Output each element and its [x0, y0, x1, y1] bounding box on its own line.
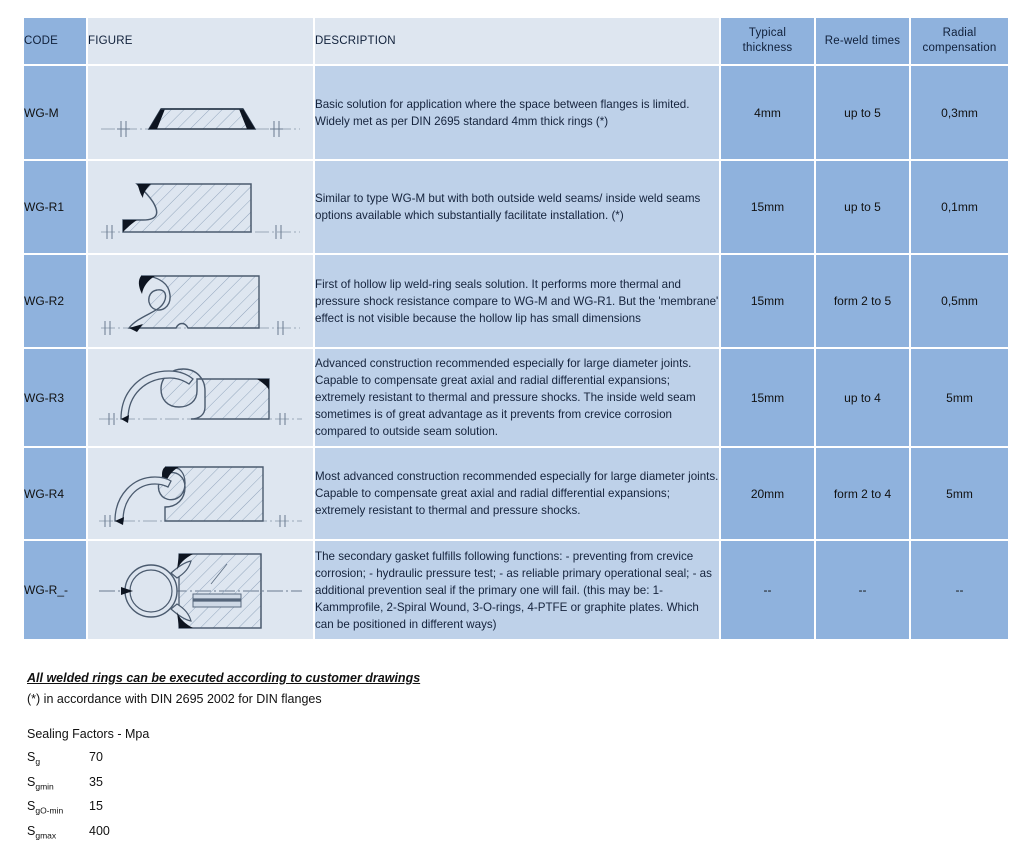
- row-code: WG-R2: [24, 255, 86, 347]
- row-figure: [88, 541, 313, 639]
- row-radial-compensation: 5mm: [911, 448, 1008, 539]
- header-radial-compensation-line2: compensation: [922, 42, 997, 54]
- row-description: Advanced construction recommended especially for large diameter joints. Capable to compensate great axial and radial differential expansions; extremely resistant to thermal and pressure shocks. The inside weld seam sometimes is of great advantage as it prevents from crevice corrosion compared to outside seam solution.: [315, 349, 719, 446]
- header-radial-compensation-line1: Radial: [942, 27, 977, 39]
- row-figure: [88, 161, 313, 253]
- row-radial-compensation: 5mm: [911, 349, 1008, 446]
- wg-r4-arc-lip-ring-drawing: [93, 453, 308, 535]
- sealing-factor-symbol: [27, 750, 89, 775]
- note-din-reference: (*) in accordance with DIN 2695 2002 for DIN flanges: [27, 692, 322, 706]
- row-radial-compensation: 0,3mm: [911, 66, 1008, 159]
- sealing-factor-symbol: [27, 799, 89, 824]
- table-row: [24, 161, 1008, 253]
- sealing-factor-row: [27, 775, 149, 800]
- sealing-factor-row: [27, 750, 149, 775]
- header-typical-thickness-line1: Typical: [748, 27, 787, 39]
- header-figure: FIGURE: [88, 18, 313, 64]
- sealing-factor-value: 70: [89, 750, 103, 764]
- row-figure: [88, 66, 313, 159]
- sealing-factor-row: [27, 799, 149, 824]
- row-description: Most advanced construction recommended especially for large diameter joints. Capable to compensate great axial and radial differential expansions; extremely resistant to thermal and pressure shocks.: [315, 448, 719, 539]
- row-figure: [88, 349, 313, 446]
- row-code: WG-R4: [24, 448, 86, 539]
- row-code: WG-M: [24, 66, 86, 159]
- row-description: The secondary gasket fulfills following functions: - preventing from crevice corrosion; - hydraulic pressure test; - as reliable primary operational seal; - as additional prevention seal if the primary one will fail. (this may be: 1-Kammprofile, 2-Spiral Wound, 3-O-rings, 4-PTFE or graphite plates. Which can be positioned in different ways): [315, 541, 719, 639]
- symbol-base: S: [27, 823, 36, 838]
- table-row: [24, 349, 1008, 446]
- sealing-factor-symbol: [27, 775, 89, 800]
- row-radial-compensation: 0,1mm: [911, 161, 1008, 253]
- row-code: WG-R1: [24, 161, 86, 253]
- sealing-factor-symbol: [27, 824, 89, 849]
- row-typical-thickness: 15mm: [721, 255, 814, 347]
- symbol-base: S: [27, 774, 36, 789]
- row-figure: [88, 255, 313, 347]
- row-reweld-times: form 2 to 4: [816, 448, 909, 539]
- row-description: Similar to type WG-M but with both outside weld seams/ inside weld seams options available which substantially facilitate installation. (*): [315, 161, 719, 253]
- header-typical-thickness-line2: thickness: [742, 42, 793, 54]
- symbol-base: S: [27, 750, 36, 764]
- row-reweld-times: up to 5: [816, 161, 909, 253]
- row-reweld-times: up to 5: [816, 66, 909, 159]
- sealing-factor-value: 400: [89, 823, 110, 838]
- row-typical-thickness: 4mm: [721, 66, 814, 159]
- table-row: [24, 541, 1008, 639]
- note-customer-drawings: All welded rings can be executed according to customer drawings: [27, 671, 421, 685]
- wg-m-trapezoid-ring-drawing: [93, 73, 308, 153]
- table-row: [24, 66, 1008, 159]
- weld-ring-spec-table: [22, 16, 1010, 641]
- row-figure: [88, 448, 313, 539]
- row-description: Basic solution for application where the space between flanges is limited. Widely met as per DIN 2695 standard 4mm thick rings (*): [315, 66, 719, 159]
- header-code: CODE: [24, 18, 86, 64]
- symbol-subscript: gmax: [35, 830, 57, 840]
- row-reweld-times: up to 4: [816, 349, 909, 446]
- table-row: [24, 255, 1008, 347]
- wg-r2-hollow-lip-ring-drawing: [93, 260, 308, 342]
- wg-r1-notched-ring-drawing: [93, 166, 308, 248]
- row-reweld-times: form 2 to 5: [816, 255, 909, 347]
- row-code: WG-R_-: [24, 541, 86, 639]
- wg-r3-arc-lip-ring-drawing: [93, 357, 308, 439]
- row-radial-compensation: --: [911, 541, 1008, 639]
- sealing-factors-section: [27, 727, 149, 848]
- symbol-subscript: g: [35, 756, 41, 767]
- row-typical-thickness: 15mm: [721, 161, 814, 253]
- header-reweld-times: Re-weld times: [816, 18, 909, 64]
- table-row: [24, 448, 1008, 539]
- row-description: First of hollow lip weld-ring seals solution. It performs more thermal and pressure shock resistance compare to WG-M and WG-R1. But the 'membrane' effect is not visible because the hollow lip has small dimensions: [315, 255, 719, 347]
- sealing-factors-title: Sealing Factors - Mpa: [27, 727, 150, 741]
- symbol-base: S: [27, 799, 36, 813]
- row-typical-thickness: --: [721, 541, 814, 639]
- row-typical-thickness: 15mm: [721, 349, 814, 446]
- wg-r-secondary-gasket-ring-drawing: [93, 544, 308, 636]
- sealing-factor-value: 35: [89, 774, 103, 789]
- row-typical-thickness: 20mm: [721, 448, 814, 539]
- symbol-subscript: gO-min: [35, 805, 64, 816]
- header-typical-thickness: [721, 18, 814, 64]
- sealing-factors-table: [27, 750, 149, 848]
- row-code: WG-R3: [24, 349, 86, 446]
- symbol-subscript: gmin: [35, 781, 54, 791]
- header-radial-compensation: [911, 18, 1008, 64]
- footer-notes: [27, 668, 727, 710]
- header-description: DESCRIPTION: [315, 18, 719, 64]
- sealing-factor-value: 15: [89, 799, 103, 813]
- sealing-factor-row: [27, 824, 149, 849]
- table-header-row: [24, 18, 1008, 64]
- row-reweld-times: --: [816, 541, 909, 639]
- row-radial-compensation: 0,5mm: [911, 255, 1008, 347]
